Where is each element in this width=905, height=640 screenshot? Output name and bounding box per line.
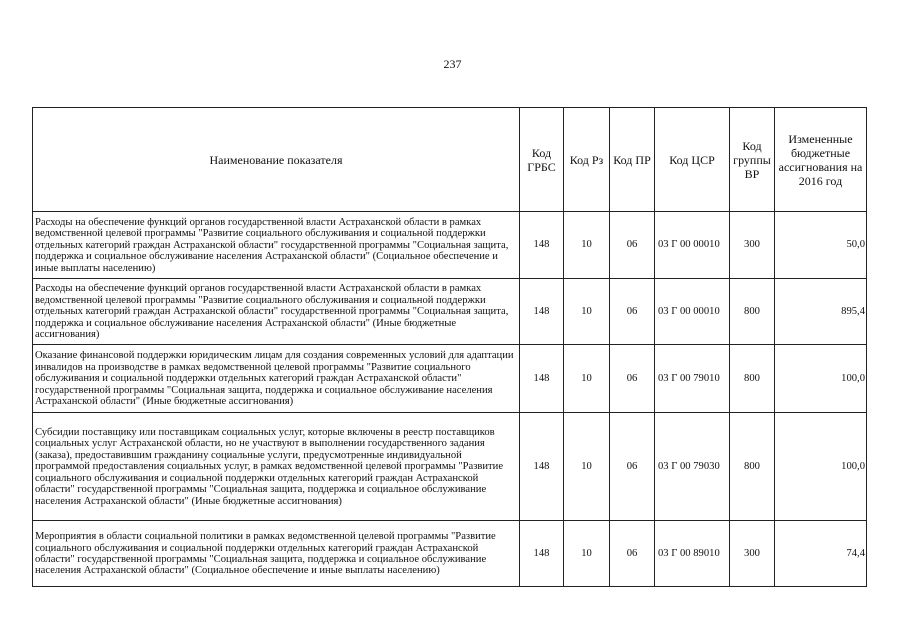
row-vr: 300 xyxy=(730,212,775,279)
header-name: Наименование показателя xyxy=(33,108,520,212)
row-name: Оказание финансовой поддержки юридическим лицам для создания современных условий для адаптации инвалидов на производстве в рамках ведомственной целевой программы "Развитие социального обслуживания и социальной поддержки отдельных категорий граждан Астраханской области" государственной программы "Социальная защита, поддержка и социальное обслуживание населения Астраханской области" (Иные бюджетные ассигнования) xyxy=(33,345,520,413)
row-grbs: 148 xyxy=(520,345,564,413)
table-row xyxy=(33,413,867,521)
row-grbs: 148 xyxy=(520,212,564,279)
row-rz: 10 xyxy=(564,279,610,345)
row-vr: 800 xyxy=(730,345,775,413)
table-row xyxy=(33,345,867,413)
row-vr: 300 xyxy=(730,521,775,587)
row-grbs: 148 xyxy=(520,279,564,345)
budget-table xyxy=(32,107,867,587)
row-amount: 50,0 xyxy=(775,212,867,279)
header-vr: Код группы ВР xyxy=(730,108,775,212)
row-rz: 10 xyxy=(564,413,610,521)
row-grbs: 148 xyxy=(520,521,564,587)
row-name: Расходы на обеспечение функций органов государственной власти Астраханской области в рамках ведомственной целевой программы "Развитие социального обслуживания и социальной поддержки отдельных категорий граждан Астраханской области" государственной программы "Социальная защита, поддержка и социальное обслуживание населения Астраханской области" (Социальное обеспечение и иные выплаты населению) xyxy=(33,212,520,279)
page-number: 237 xyxy=(443,57,462,71)
header-amount: Измененные бюджетные ассигнования на 2016 год xyxy=(775,108,867,212)
row-csr: 03 Г 00 00010 xyxy=(655,212,730,279)
row-name: Субсидии поставщику или поставщикам социальных услуг, которые включены в реестр поставщиков социальных услуг Астраханской области, но не участвуют в выполнении государственного задания (заказа), предоставившим гражданину социальные услуги, предусмотренные индивидуальной программой предоставления социальных услуг, в рамках ведомственной целевой программы "Развитие социального обслуживания и социальной поддержки отдельных категорий граждан Астраханской области" государственной программы "Социальная защита, поддержка и социальное обслуживание населения Астраханской области" (Иные бюджетные ассигнования) xyxy=(33,413,520,521)
row-name: Мероприятия в области социальной политики в рамках ведомственной целевой программы "Развитие социального обслуживания и социальной поддержки отдельных категорий граждан Астраханской области" государственной программы "Социальная защита, поддержка и социальное обслуживание населения Астраханской области" (Социальное обеспечение и иные выплаты населению) xyxy=(33,521,520,587)
row-csr: 03 Г 00 00010 xyxy=(655,279,730,345)
row-csr: 03 Г 00 89010 xyxy=(655,521,730,587)
row-grbs: 148 xyxy=(520,413,564,521)
table-row xyxy=(33,212,867,279)
header-csr: Код ЦСР xyxy=(655,108,730,212)
row-rz: 10 xyxy=(564,212,610,279)
header-rz: Код Рз xyxy=(564,108,610,212)
table-row xyxy=(33,521,867,587)
row-pr: 06 xyxy=(610,413,655,521)
row-csr: 03 Г 00 79010 xyxy=(655,345,730,413)
row-vr: 800 xyxy=(730,413,775,521)
row-vr: 800 xyxy=(730,279,775,345)
header-grbs: Код ГРБС xyxy=(520,108,564,212)
row-pr: 06 xyxy=(610,212,655,279)
header-pr: Код ПР xyxy=(610,108,655,212)
row-rz: 10 xyxy=(564,345,610,413)
row-pr: 06 xyxy=(610,279,655,345)
table-header-row xyxy=(33,108,867,212)
row-name: Расходы на обеспечение функций органов государственной власти Астраханской области в рамках ведомственной целевой программы "Развитие социального обслуживания и социальной поддержки отдельных категорий граждан Астраханской области" государственной программы "Социальная защита, поддержка и социальное обслуживание населения Астраханской области" (Иные бюджетные ассигнования) xyxy=(33,279,520,345)
row-amount: 100,0 xyxy=(775,413,867,521)
row-amount: 895,4 xyxy=(775,279,867,345)
row-rz: 10 xyxy=(564,521,610,587)
row-csr: 03 Г 00 79030 xyxy=(655,413,730,521)
row-amount: 100,0 xyxy=(775,345,867,413)
table-row xyxy=(33,279,867,345)
row-pr: 06 xyxy=(610,345,655,413)
row-amount: 74,4 xyxy=(775,521,867,587)
row-pr: 06 xyxy=(610,521,655,587)
